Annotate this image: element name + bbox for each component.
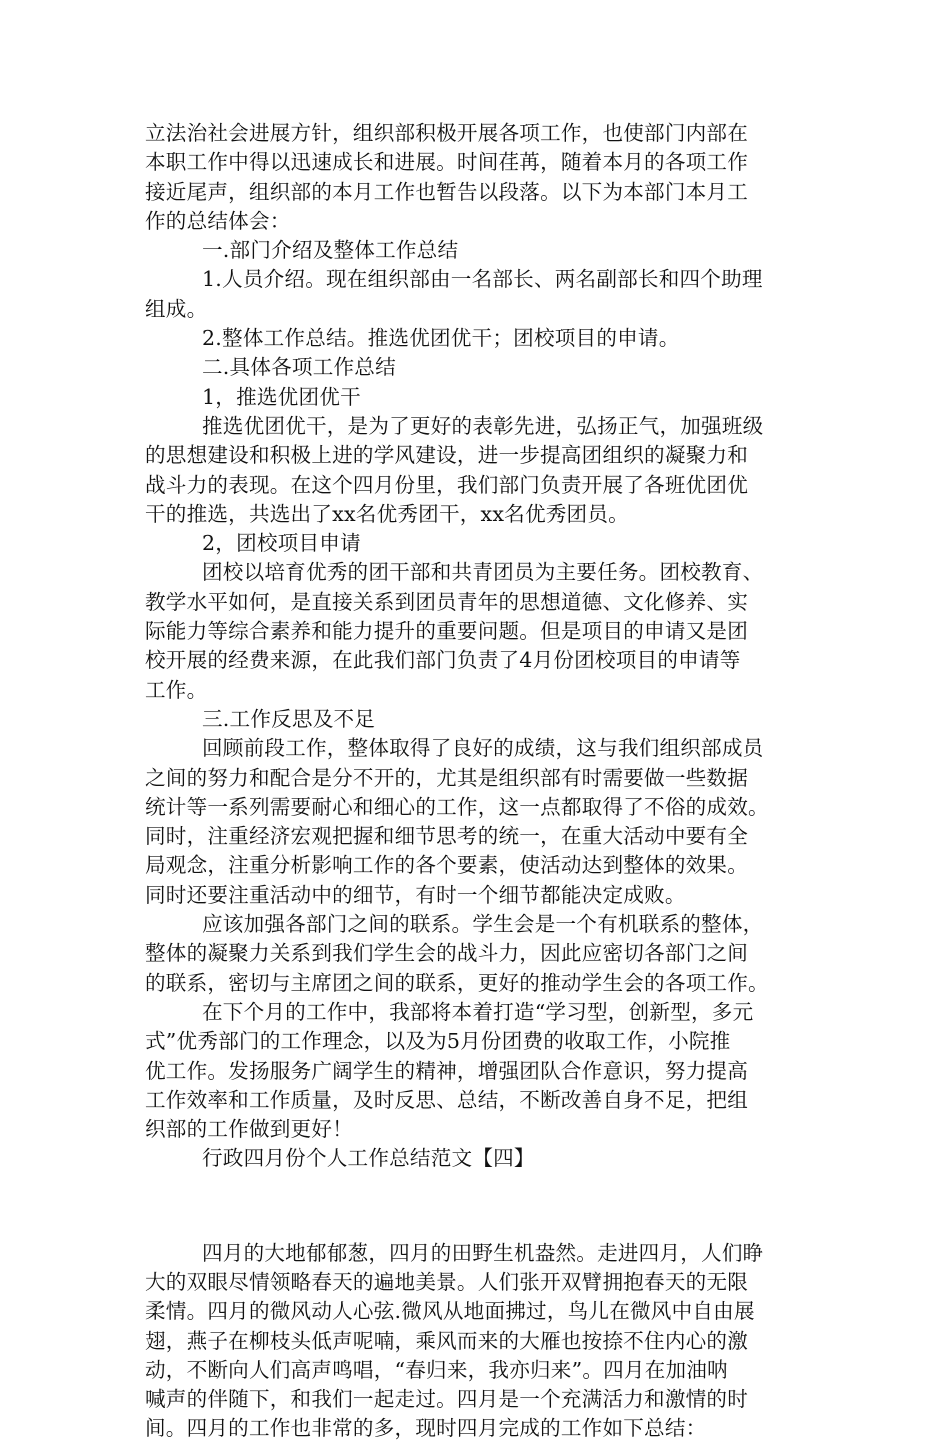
text-line: 2.整体工作总结。推选优团优干；团校项目的申请。 [202, 326, 680, 351]
text-line: 工作效率和工作质量，及时反思、总结，不断改善自身不足，把组 [145, 1087, 749, 1112]
text-line: 1.人员介绍。现在组织部由一名部长、两名副部长和四个助理 [202, 267, 763, 292]
text-line: 间。四月的工作也非常的多，现时四月完成的工作如下总结： [145, 1416, 707, 1441]
text-line: 本职工作中得以迅速成长和进展。时间荏苒，随着本月的各项工作 [145, 150, 749, 175]
text-line: 干的推选，共选出了xx名优秀团干，xx名优秀团员。 [145, 501, 629, 526]
text-line: 一.部门介绍及整体工作总结 [202, 238, 459, 263]
text-line: 团校以培育优秀的团干部和共青团员为主要任务。团校教育、 [202, 560, 764, 585]
text-line: 柔情。四月的微风动人心弦.微风从地面拂过，鸟儿在微风中自由展 [145, 1299, 755, 1324]
text-line: 优工作。发扬服务广阔学生的精神，增强团队合作意识，努力提高 [145, 1058, 749, 1083]
text-line: 大的双眼尽情领略春天的遍地美景。人们张开双臂拥抱春天的无限 [145, 1269, 749, 1294]
text-line: 际能力等综合素养和能力提升的重要问题。但是项目的申请又是团 [145, 619, 749, 644]
text-line: 织部的工作做到更好！ [145, 1117, 353, 1142]
text-line: 作的总结体会： [145, 208, 291, 233]
text-line: 三.工作反思及不足 [202, 706, 376, 731]
text-line: 在下个月的工作中，我部将本着打造“学习型，创新型，多元 [202, 999, 754, 1024]
text-line: 战斗力的表现。在这个四月份里，我们部门负责开展了各班优团优 [145, 472, 749, 497]
text-line: 的联系，密切与主席团之间的联系，更好的推动学生会的各项工作。 [145, 970, 769, 995]
text-line: 推选优团优干，是为了更好的表彰先进，弘扬正气，加强班级 [202, 413, 764, 438]
text-line: 四月的大地郁郁葱，四月的田野生机盎然。走进四月，人们睁 [202, 1240, 764, 1265]
document-body [145, 119, 825, 1444]
text-line: 同时还要注重活动中的细节，有时一个细节都能决定成败。 [145, 882, 686, 907]
text-line: 校开展的经费来源，在此我们部门负责了4月份团校项目的申请等 [145, 648, 741, 673]
text-line: 2，团校项目申请 [202, 531, 361, 556]
text-line: 翅，燕子在柳枝头低声呢喃，乘风而来的大雁也按捺不住内心的激 [145, 1328, 749, 1353]
text-line: 教学水平如何，是直接关系到团员青年的思想道德、文化修养、实 [145, 589, 749, 614]
text-line: 回顾前段工作，整体取得了良好的成绩，这与我们组织部成员 [202, 736, 764, 761]
text-line: 动，不断向人们高声鸣唱，“春归来，我亦归来”。四月在加油呐 [145, 1357, 728, 1382]
text-line: 局观念，注重分析影响工作的各个要素，使活动达到整体的效果。 [145, 853, 749, 878]
text-line: 工作。 [145, 677, 208, 702]
section-title: 行政四月份个人工作总结范文【四】 [202, 1146, 535, 1171]
text-line: 二.具体各项工作总结 [202, 355, 396, 380]
text-line: 的思想建设和积极上进的学风建设，进一步提高团组织的凝聚力和 [145, 443, 749, 468]
text-line: 统计等一系列需要耐心和细心的工作，这一点都取得了不俗的成效。 [145, 794, 769, 819]
text-line: 应该加强各部门之间的联系。学生会是一个有机联系的整体， [202, 912, 764, 937]
paragraph-spacer [145, 1190, 825, 1223]
text-line: 同时，注重经济宏观把握和细节思考的统一，在重大活动中要有全 [145, 824, 749, 849]
text-line: 组成。 [145, 296, 208, 321]
text-line: 1，推选优团优干 [202, 384, 361, 409]
text-line: 式”优秀部门的工作理念，以及为5月份团费的收取工作，小院推 [145, 1029, 731, 1054]
text-line: 喊声的伴随下，和我们一起走过。四月是一个充满活力和激情的时 [145, 1387, 749, 1412]
text-line: 接近尾声，组织部的本月工作也暂告以段落。以下为本部门本月工 [145, 179, 749, 204]
text-line: 立法治社会进展方针，组织部积极开展各项工作，也使部门内部在 [145, 121, 749, 145]
text-line: 之间的努力和配合是分不开的，尤其是组织部有时需要做一些数据 [145, 765, 749, 790]
text-line: 整体的凝聚力关系到我们学生会的战斗力，因此应密切各部门之间 [145, 941, 749, 966]
